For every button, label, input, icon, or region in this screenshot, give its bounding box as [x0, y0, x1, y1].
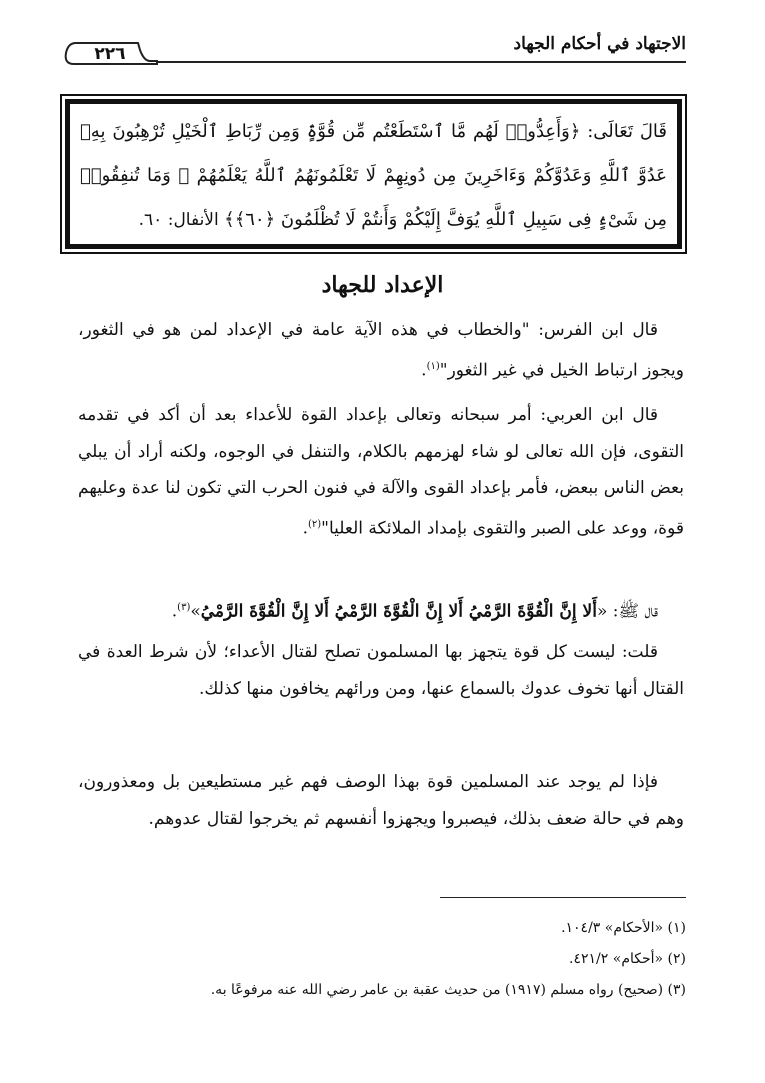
footnote-ref-2: (٢) — [307, 518, 322, 530]
verse-reference: الأنفال: ٦٠. — [138, 210, 219, 230]
paragraph-1-text: قال ابن الفرس: "والخطاب في هذه الآية عامة في الإعداد لمن هو في الثغور، ويجوز ارتباط الخيل في غير الثغور" — [78, 320, 684, 381]
paragraph-1-end: . — [421, 360, 427, 381]
paragraph-2-text: قال ابن العربي: أمر سبحانه وتعالى بإعداد القوة للأعداء بعد أن أكد في تقدمه التقوى، فإن الله تعالى لو شاء لهزمهم بالكلام، والتنفل في الوجوه، ولكنه أراد أن يبلي بعض الناس ببعض، فأمر بإعداد القوى والآلة في فنون الحرب التي تكون لنا عدة وعليهم قوة، ووعد على الصبر والتقوى بإمداد الملائكة العليا" — [78, 405, 684, 539]
quran-verse — [65, 99, 682, 249]
running-title: الاجتهاد في أحكام الجهاد — [513, 34, 686, 54]
paragraph-3 — [78, 590, 684, 630]
hadith-lead: قال ﷺ: « — [596, 601, 658, 622]
quran-verse-frame — [60, 94, 687, 254]
paragraph-3-end: . — [171, 601, 178, 622]
footnotes — [110, 913, 686, 1006]
footnote-2: (٢) «أحكام» ٤٢١/٢. — [569, 951, 686, 967]
paragraph-4 — [78, 634, 684, 707]
paragraph-2-end: . — [302, 518, 308, 539]
paragraph-5 — [78, 764, 684, 837]
paragraph-4-text: قلت: ليست كل قوة يتجهز بها المسلمون تصلح لقتال الأعداء؛ لأن شرط العدة في القتال أنها تخوف عدوك بالسماع عنها، ومن ورائهم يخافون منها كذلك. — [78, 642, 684, 699]
footnote-ref-3: (٣) — [177, 602, 191, 613]
hadith-text: أَلا إِنَّ الْقُوَّةَ الرَّمْيُ أَلا إِنَّ الْقُوَّةَ الرَّمْيُ أَلا إِنَّ الْقُوَّةَ الرَّمْيُ — [200, 601, 597, 622]
section-title: الإعداد للجهاد — [321, 272, 444, 298]
footnote-separator — [440, 897, 686, 898]
footnote-1: (١) «الأحكام» ١٠٤/٣. — [561, 920, 686, 936]
page-number-tab — [62, 40, 158, 68]
paragraph-1 — [78, 312, 684, 389]
page-header — [62, 28, 686, 68]
hadith-close: » — [190, 601, 201, 622]
header-rule — [156, 61, 686, 63]
paragraph-5-text: فإذا لم يوجد عند المسلمين قوة بهذا الوصف فهم غير مستطيعين بل ومعذورون، وهم في حالة ضعف بذلك، فيصبروا ويجهزوا أنفسهم ثم يخرجوا لقتال عدوهم. — [78, 772, 684, 829]
paragraph-2 — [78, 397, 684, 547]
footnote-3: (٣) (صحيح) رواه مسلم (١٩١٧) من حديث عقبة بن عامر رضي الله عنه مرفوعًا به. — [210, 982, 686, 998]
footnote-ref-1: (١) — [426, 360, 440, 372]
page-number: ٢٢٦ — [94, 44, 126, 64]
verse-text: قَالَ تَعَالَى: ﴿وَأَعِدُّوا۟ لَهُم مَّا ٱسْتَطَعْتُم مِّن قُوَّةٍۢ وَمِن رِّبَاطِ ٱلْخَيْلِ تُرْهِبُونَ بِهِۦ عَدُوَّ ٱللَّهِ وَعَدُوَّكُمْ وَءَاخَرِينَ مِن دُونِهِمْ لَا تَعْلَمُونَهُمُ ٱللَّهُ يَعْلَمُهُمْ ۚ وَمَا تُنفِقُوا۟ مِن شَىْءٍۢ فِى سَبِيلِ ٱللَّهِ يُوَفَّ إِلَيْكُمْ وَأَنتُمْ لَا تُظْلَمُونَ ﴿٦٠﴾﴾ — [80, 121, 667, 230]
